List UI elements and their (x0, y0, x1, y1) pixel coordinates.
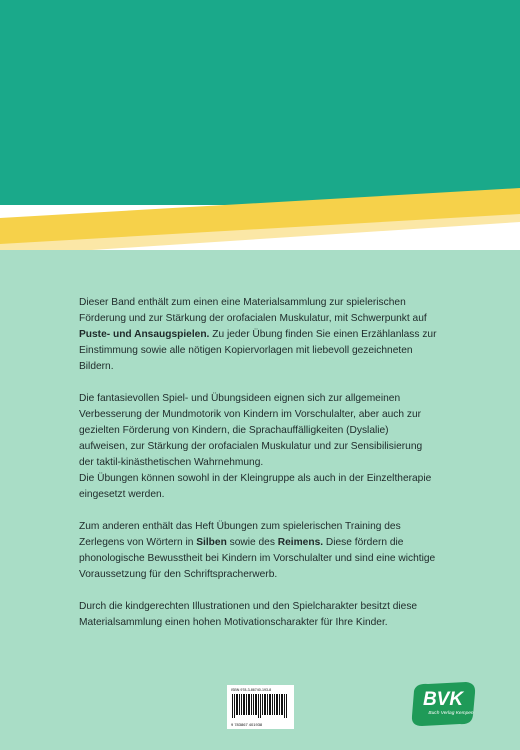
blurb-text (79, 295, 439, 647)
paragraph-3-text-b: sowie des (226, 537, 278, 548)
paragraph-1-bold: Puste- und Ansaugspielen. (79, 329, 210, 340)
paragraph-3-bold-a: Silben (196, 537, 227, 548)
barcode-bars-icon (232, 694, 289, 718)
paragraph-2-text-a: Die fantasievollen Spiel- und Übungsideen eignen sich zur allgemeinen Verbesserung der Mundmotorik von Kindern im Vorschulalter, aber auch zur gezielten Förderung von Kindern, die Sprachauffälligkeiten (Dyslalie) aufweisen, zur Stärkung der orofacialen Muskulatur und zur Sensibilisierung der taktil-kinästhetischen Wahrnehmung. (79, 393, 423, 468)
isbn-label: ISBN 978-3-86740-193-8 (231, 688, 272, 692)
paragraph-1-text-a: Dieser Band enthält zum einen eine Materialsammlung zur spielerischen Förderung und zur Stärkung der orofacialen Muskulatur, mit Schwerpunkt auf (79, 297, 427, 324)
paragraph-4: Durch die kindgerechten Illustrationen und den Spielcharakter besitzt diese Materialsammlung einen hohen Motivationscharakter für Ihre Kinder. (79, 601, 418, 628)
paragraph-1 (79, 295, 439, 375)
paragraph-3-bold-b: Reimens. (277, 537, 324, 548)
barcode-digits: 9 783867 401938 (231, 722, 263, 727)
top-color-band (0, 0, 520, 205)
barcode (227, 685, 294, 729)
paragraph-2 (79, 391, 439, 503)
logo-subtext: Buch Verlag Kempen (428, 711, 474, 716)
logo-text: BVK (422, 689, 464, 710)
paragraph-3-text-c: Diese fördern die phonologische Bewusstheit bei Kindern im Vorschulalter und sind eine wichtige Voraussetzung für den Schriftspracherwerb. (79, 537, 436, 580)
paragraph-3-text-a: Zum anderen enthält das Heft Übungen zum spielerischen Training des Zerlegens von Wörtern in (79, 521, 401, 548)
paragraph-2-text-b: Die Übungen können sowohl in der Kleingruppe als auch in der Einzeltherapie eingesetzt werden. (79, 473, 432, 500)
paragraph-3 (79, 519, 439, 583)
publisher-logo (408, 681, 478, 727)
paragraph-1-text-b: Zu jeder Übung finden Sie einen Erzählanlass zur Einstimmung sowie alle nötigen Kopiervorlagen mit liebevoll gezeichneten Bildern. (79, 329, 437, 372)
